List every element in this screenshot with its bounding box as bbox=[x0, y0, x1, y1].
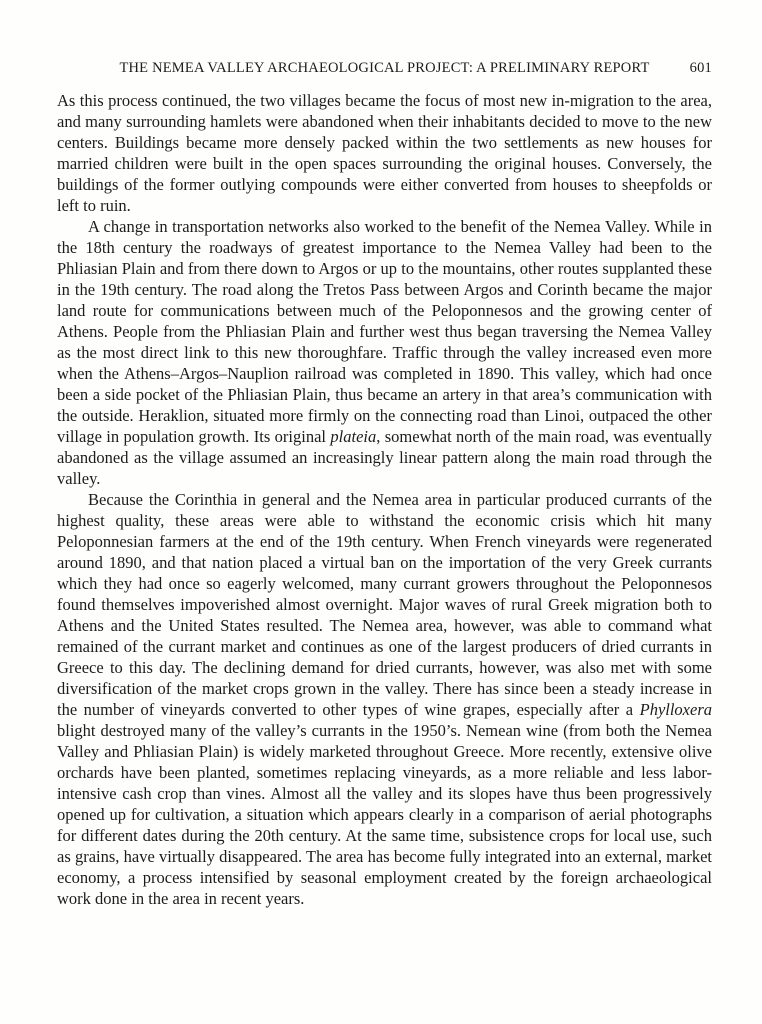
text-segment: blight destroyed many of the valley’s currants in the 1950’s. Nemean wine (from both the Nemea Valley and Phliasian Plain) is widely marketed throughout Greece. More recently, extensive olive orchards have been planted, sometimes replacing vineyards, as a more reliable and less labor-intensive cash crop than vines. Almost all the valley and its slopes have thus been progressively opened up for cultivation, a situation which appears clearly in a comparison of aerial photographs for different dates during the 20th century. At the same time, subsistence crops for local use, such as grains, have virtually disappeared. The area has become fully integrated into an external, market economy, a process intensified by seasonal employment created by the foreign archaeological work done in the area in recent years. bbox=[57, 721, 712, 908]
paragraph bbox=[57, 489, 712, 909]
text-segment: Because the Corinthia in general and the Nemea area in particular produced currants of the highest quality, these areas were able to withstand the economic crisis which hit many Peloponnesian farmers at the end of the 19th century. When French vineyards were regenerated around 1890, and that nation placed a virtual ban on the importation of the very Greek currants which they had once so eagerly welcomed, many currant growers throughout the Peloponnesos found themselves impoverished almost overnight. Major waves of rural Greek migration both to Athens and the United States resulted. The Nemea area, however, was able to command what remained of the currant market and continues as one of the largest producers of dried currants in Greece to this day. The declining demand for dried currants, however, was also met with some diversification of the market crops grown in the valley. There has since been a steady increase in the number of vineyards converted to other types of wine grapes, especially after a bbox=[57, 490, 712, 719]
text-segment: A change in transportation networks also worked to the benefit of the Nemea Valley. While in the 18th century the roadways of greatest importance to the Nemea Valley had been to the Phliasian Plain and from there down to Argos or up to the mountains, other routes supplanted these in the 19th century. The road along the Tretos Pass between Argos and Corinth became the major land route for communications between much of the Peloponnesos and the growing center of Athens. People from the Phliasian Plain and further west thus began traversing the Nemea Valley as the most direct link to this new thoroughfare. Traffic through the valley increased even more when the Athens–Argos–Nauplion railroad was completed in 1890. This valley, which had once been a side pocket of the Phliasian Plain, thus became an artery in that area’s communication with the outside. Heraklion, situated more firmly on the connecting road than Linoi, outpaced the other village in population growth. Its original bbox=[57, 217, 712, 446]
page-number: 601 bbox=[689, 60, 712, 76]
running-head bbox=[57, 58, 712, 78]
italic-term: plateia bbox=[330, 427, 377, 446]
text-segment: As this process continued, the two villages became the focus of most new in-migration to the area, and many surrounding hamlets were abandoned when their inhabitants decided to move to the new centers. Buildings became more densely packed within the two settlements as new houses for married children were built in the open spaces surrounding the original houses. Conversely, the buildings of the former outlying compounds were either converted from houses to sheepfolds or left to ruin. bbox=[57, 91, 712, 215]
article-body bbox=[57, 90, 712, 909]
text-segment: , somewhat north of the main road, was eventually abandoned as the village assumed an increasingly linear pattern along the main road through the valley. bbox=[57, 427, 712, 488]
running-head-title: THE NEMEA VALLEY ARCHAEOLOGICAL PROJECT: A PRELIMINARY REPORT bbox=[119, 60, 650, 76]
italic-term: Phylloxera bbox=[639, 700, 712, 719]
paragraph bbox=[57, 216, 712, 489]
paragraph bbox=[57, 90, 712, 216]
